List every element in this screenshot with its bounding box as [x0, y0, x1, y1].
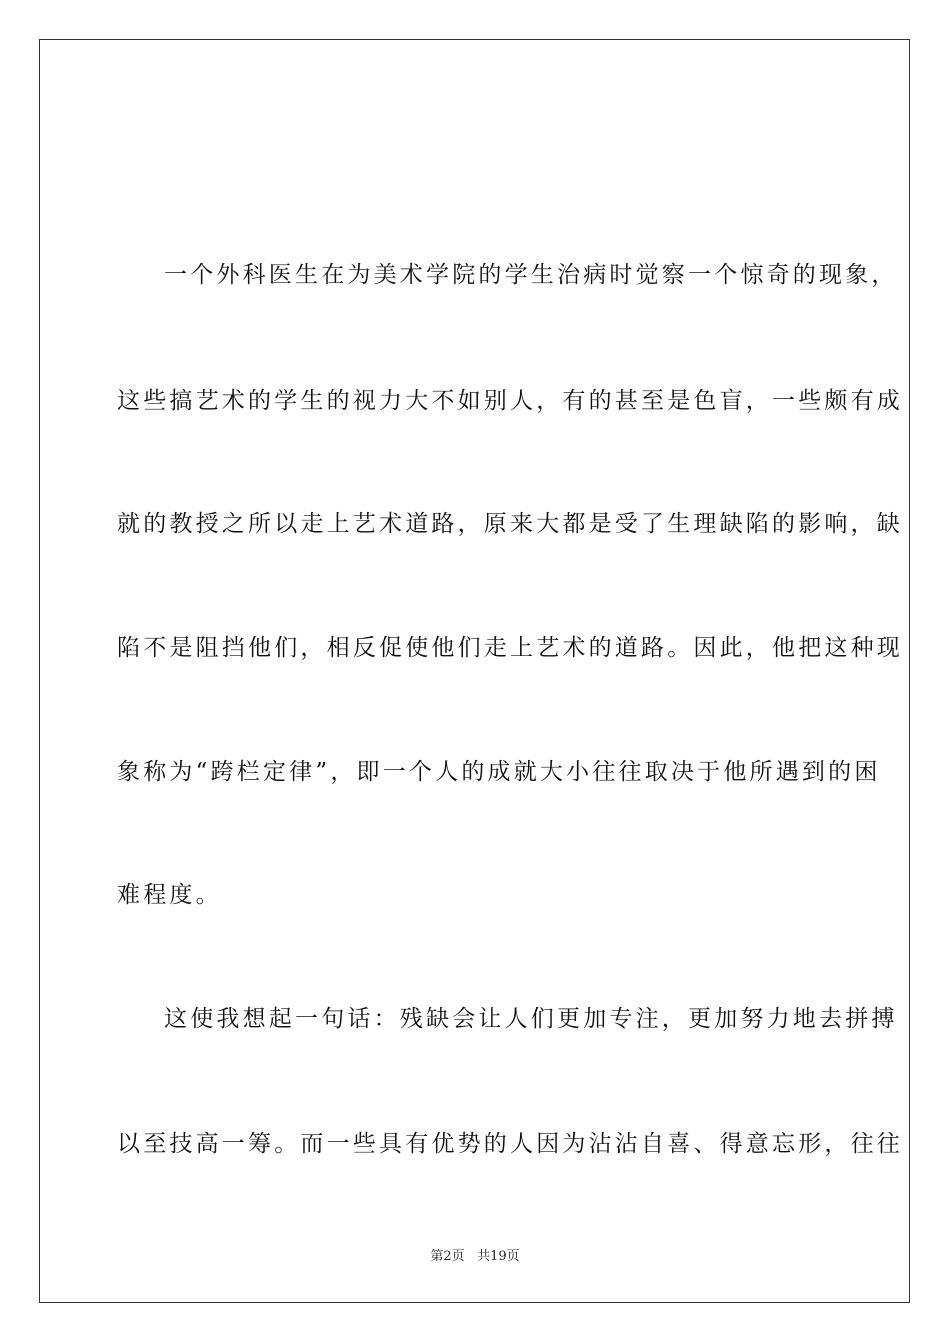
paragraph-2-line-2: 以至技高一筹。而一些具有优势的人因为沾沾自喜、得意忘形，往往	[117, 1131, 903, 1157]
paragraph-2-line-1: 这使我想起一句话：残缺会让人们更加专注，更加努力地去拼搏	[164, 1006, 898, 1032]
paragraph-1-line-2: 这些搞艺术的学生的视力大不如别人，有的甚至是色盲，一些颇有成	[117, 388, 903, 414]
page-footer	[0, 1248, 950, 1266]
page-border	[39, 39, 910, 1303]
paragraph-1-line-5: 象称为“跨栏定律”，即一个人的成就大小往往取决于他所遇到的困	[117, 759, 881, 785]
paragraph-1-line-1: 一个外科医生在为美术学院的学生治病时觉察一个惊奇的现象，	[164, 262, 898, 288]
paragraph-1-line-6: 难程度。	[117, 882, 222, 908]
page-number: 第2页	[430, 1249, 465, 1264]
paragraph-1-line-4: 陷不是阻挡他们，相反促使他们走上艺术的道路。因此，他把这种现	[117, 635, 903, 661]
total-pages: 共19页	[477, 1249, 520, 1264]
paragraph-1-line-3: 就的教授之所以走上艺术道路，原来大都是受了生理缺陷的影响，缺	[117, 511, 903, 537]
